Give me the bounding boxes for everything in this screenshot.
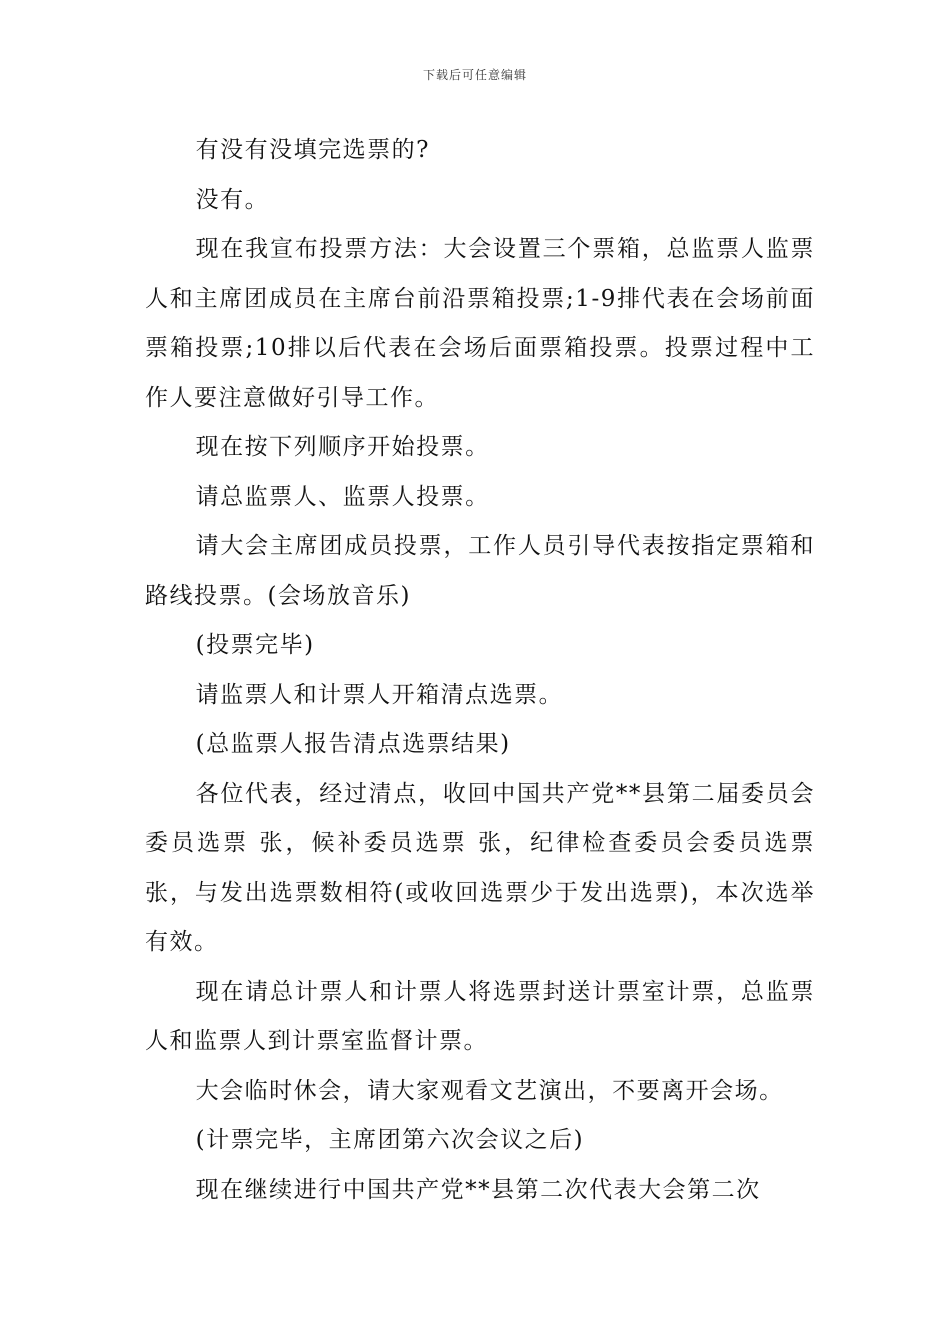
paragraph: 各位代表，经过清点，收回中国共产党**县第二届委员会委员选票 张，候补委员选票 张，纪律检查委员会委员选票 张，与发出选票数相符(或收回选票少于发出选票)，本次选举有效。 [145,780,815,955]
paragraph: 有没有没填完选票的? [195,137,430,163]
paragraph: (投票完毕) [195,632,315,658]
paragraph: 现在继续进行中国共产党**县第二次代表大会第二次 [195,1176,761,1203]
paragraph: 大会临时休会，请大家观看文艺演出，不要离开会场。 [195,1077,784,1104]
paragraph: 现在请总计票人和计票人将选票封送计票室计票，总监票人和监票人到计票室监督计票。 [145,978,815,1054]
paragraph: (计票完毕，主席团第六次会议之后) [195,1127,585,1153]
paragraph: 请总监票人、监票人投票。 [195,483,490,510]
page-header: 下载后可任意编辑 [422,68,527,82]
paragraph: 现在我宣布投票方法：大会设置三个票箱，总监票人监票人和主席团成员在主席台前沿票箱投票;1-9排代表在会场前面票箱投票;10排以后代表在会场后面票箱投票。投票过程中工作人要注意做好引导工作。 [145,236,815,411]
paragraph: 请大会主席团成员投票，工作人员引导代表按指定票箱和路线投票。(会场放音乐) [145,533,815,609]
document-body [145,126,815,1215]
paragraph: 没有。 [195,186,270,213]
paragraph: 请监票人和计票人开箱清点选票。 [195,681,564,708]
paragraph: (总监票人报告清点选票结果) [195,731,511,757]
paragraph: 现在按下列顺序开始投票。 [195,434,490,460]
